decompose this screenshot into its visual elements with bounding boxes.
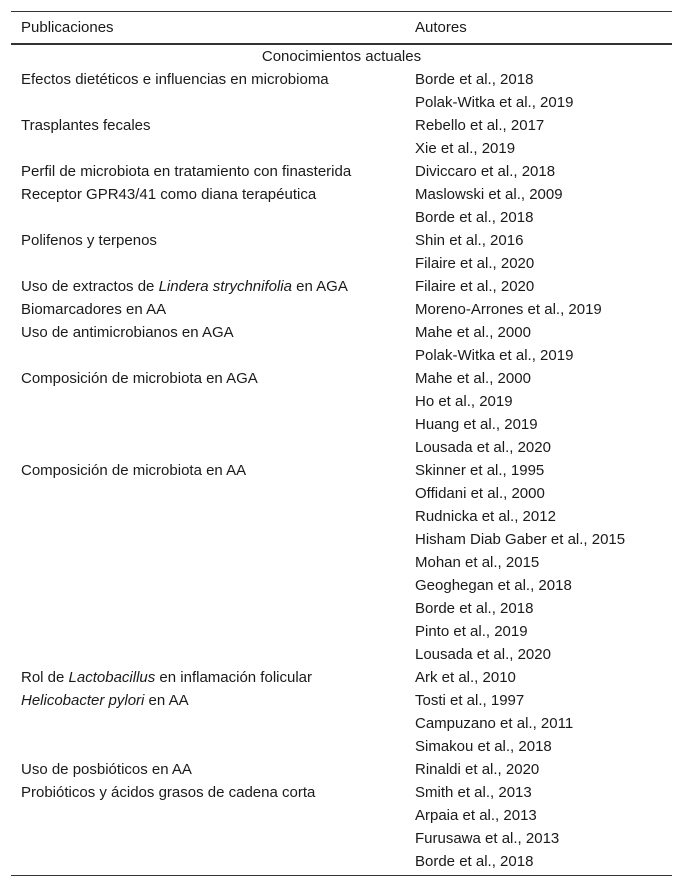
authors-cell (406, 298, 672, 321)
table-row (11, 114, 672, 160)
publication-text-line: Perfil de microbiota en tratamiento con finasterida (21, 163, 352, 180)
table-body (11, 68, 672, 873)
authors-cell (406, 321, 672, 367)
author-entry: Campuzano et al., 2011 (415, 715, 574, 732)
publication-text-line: Uso de posbióticos en AA (21, 761, 192, 778)
publication-italic-text: Helicobacter pylori (21, 692, 145, 709)
publication-text-line: Polifenos y terpenos (21, 232, 157, 249)
author-entry: Borde et al., 2018 (415, 209, 534, 226)
table-row (11, 275, 672, 298)
publication-cell (11, 114, 406, 137)
table-row (11, 229, 672, 275)
publication-text: en AA (144, 692, 189, 709)
publication-text-line (21, 275, 406, 298)
publication-text-line: Efectos dietéticos e influencias en microbioma (21, 71, 329, 88)
author-entry: Filaire et al., 2020 (415, 255, 535, 272)
publication-text-line: Uso de antimicrobianos en AGA (21, 324, 234, 341)
authors-cell (406, 229, 672, 275)
publication-italic-text: Lindera strychnifolia (158, 278, 292, 295)
author-entry: Polak-Witka et al., 2019 (415, 347, 574, 364)
author-entry: Rebello et al., 2017 (415, 117, 545, 134)
author-entry: Skinner et al., 1995 (415, 462, 545, 479)
author-entry: Polak-Witka et al., 2019 (415, 94, 574, 111)
authors-cell (406, 666, 672, 689)
authors-cell (406, 781, 672, 873)
authors-cell (406, 183, 672, 229)
publication-cell (11, 321, 406, 344)
table-row (11, 68, 672, 114)
publications-table (11, 11, 672, 876)
table-row (11, 183, 672, 229)
publication-text-line: Probióticos y ácidos grasos de cadena corta (21, 784, 316, 801)
publication-text: en inflamación folicular (155, 669, 312, 686)
table-bottom-rule (11, 875, 672, 876)
author-entry: Maslowski et al., 2009 (415, 186, 563, 203)
publication-cell (11, 367, 406, 390)
table-row (11, 459, 672, 666)
author-entry: Geoghegan et al., 2018 (415, 577, 572, 594)
publication-cell (11, 459, 406, 482)
table-row (11, 758, 672, 781)
publication-text: Uso de extractos de (21, 278, 159, 295)
publication-cell (11, 160, 406, 183)
publication-text: Rol de (21, 669, 69, 686)
publication-text-line (21, 666, 406, 689)
table-row (11, 781, 672, 873)
author-entry: Moreno-Arrones et al., 2019 (415, 301, 602, 318)
author-entry: Mahe et al., 2000 (415, 324, 531, 341)
publication-cell (11, 183, 406, 206)
author-entry: Rinaldi et al., 2020 (415, 761, 540, 778)
publication-cell (11, 298, 406, 321)
publication-cell (11, 689, 406, 712)
publication-text-line: Composición de microbiota en AGA (21, 370, 258, 387)
table-row (11, 666, 672, 689)
publication-text-line: Trasplantes fecales (21, 117, 151, 134)
author-entry: Shin et al., 2016 (415, 232, 524, 249)
author-entry: Diviccaro et al., 2018 (415, 163, 556, 180)
author-entry: Lousada et al., 2020 (415, 646, 551, 663)
publication-cell (11, 275, 406, 298)
author-entry: Borde et al., 2018 (415, 853, 534, 870)
publication-text-line: Composición de microbiota en AA (21, 462, 247, 479)
authors-cell (406, 758, 672, 781)
table-header-row (11, 12, 672, 43)
author-entry: Mahe et al., 2000 (415, 370, 531, 387)
author-entry: Filaire et al., 2020 (415, 278, 535, 295)
authors-cell (406, 275, 672, 298)
author-entry: Ark et al., 2010 (415, 669, 516, 686)
authors-cell (406, 160, 672, 183)
author-entry: Borde et al., 2018 (415, 600, 534, 617)
publication-cell (11, 666, 406, 689)
publication-cell (11, 229, 406, 252)
authors-cell (406, 367, 672, 459)
author-entry: Tosti et al., 1997 (415, 692, 525, 709)
publication-cell (11, 68, 406, 91)
table-row (11, 298, 672, 321)
author-entry: Hisham Diab Gaber et al., 2015 (415, 531, 626, 548)
author-entry: Smith et al., 2013 (415, 784, 532, 801)
table-row (11, 321, 672, 367)
table-row (11, 367, 672, 459)
header-publicaciones: Publicaciones (21, 19, 114, 36)
header-autores: Autores (415, 19, 467, 36)
publication-cell (11, 758, 406, 781)
author-entry: Mohan et al., 2015 (415, 554, 540, 571)
publication-text-line: Receptor GPR43/41 como diana terapéutica (21, 186, 317, 203)
publication-italic-text: Lactobacillus (68, 669, 156, 686)
publication-text-line: Biomarcadores en AA (21, 301, 167, 318)
author-entry: Offidani et al., 2000 (415, 485, 545, 502)
publication-text: en AGA (291, 278, 348, 295)
author-entry: Furusawa et al., 2013 (415, 830, 560, 847)
author-entry: Pinto et al., 2019 (415, 623, 528, 640)
table-row (11, 160, 672, 183)
publication-cell (11, 781, 406, 804)
authors-cell (406, 459, 672, 666)
author-entry: Borde et al., 2018 (415, 71, 534, 88)
author-entry: Arpaia et al., 2013 (415, 807, 537, 824)
authors-cell (406, 114, 672, 160)
authors-cell (406, 68, 672, 114)
table-header-rule (11, 43, 672, 45)
section-title: Conocimientos actuales (261, 48, 422, 65)
author-entry: Huang et al., 2019 (415, 416, 538, 433)
author-entry: Xie et al., 2019 (415, 140, 516, 157)
author-entry: Lousada et al., 2020 (415, 439, 551, 456)
author-entry: Simakou et al., 2018 (415, 738, 552, 755)
author-entry: Rudnicka et al., 2012 (415, 508, 556, 525)
table-row (11, 689, 672, 758)
authors-cell (406, 689, 672, 758)
author-entry: Ho et al., 2019 (415, 393, 513, 410)
publication-text-line (21, 689, 406, 712)
